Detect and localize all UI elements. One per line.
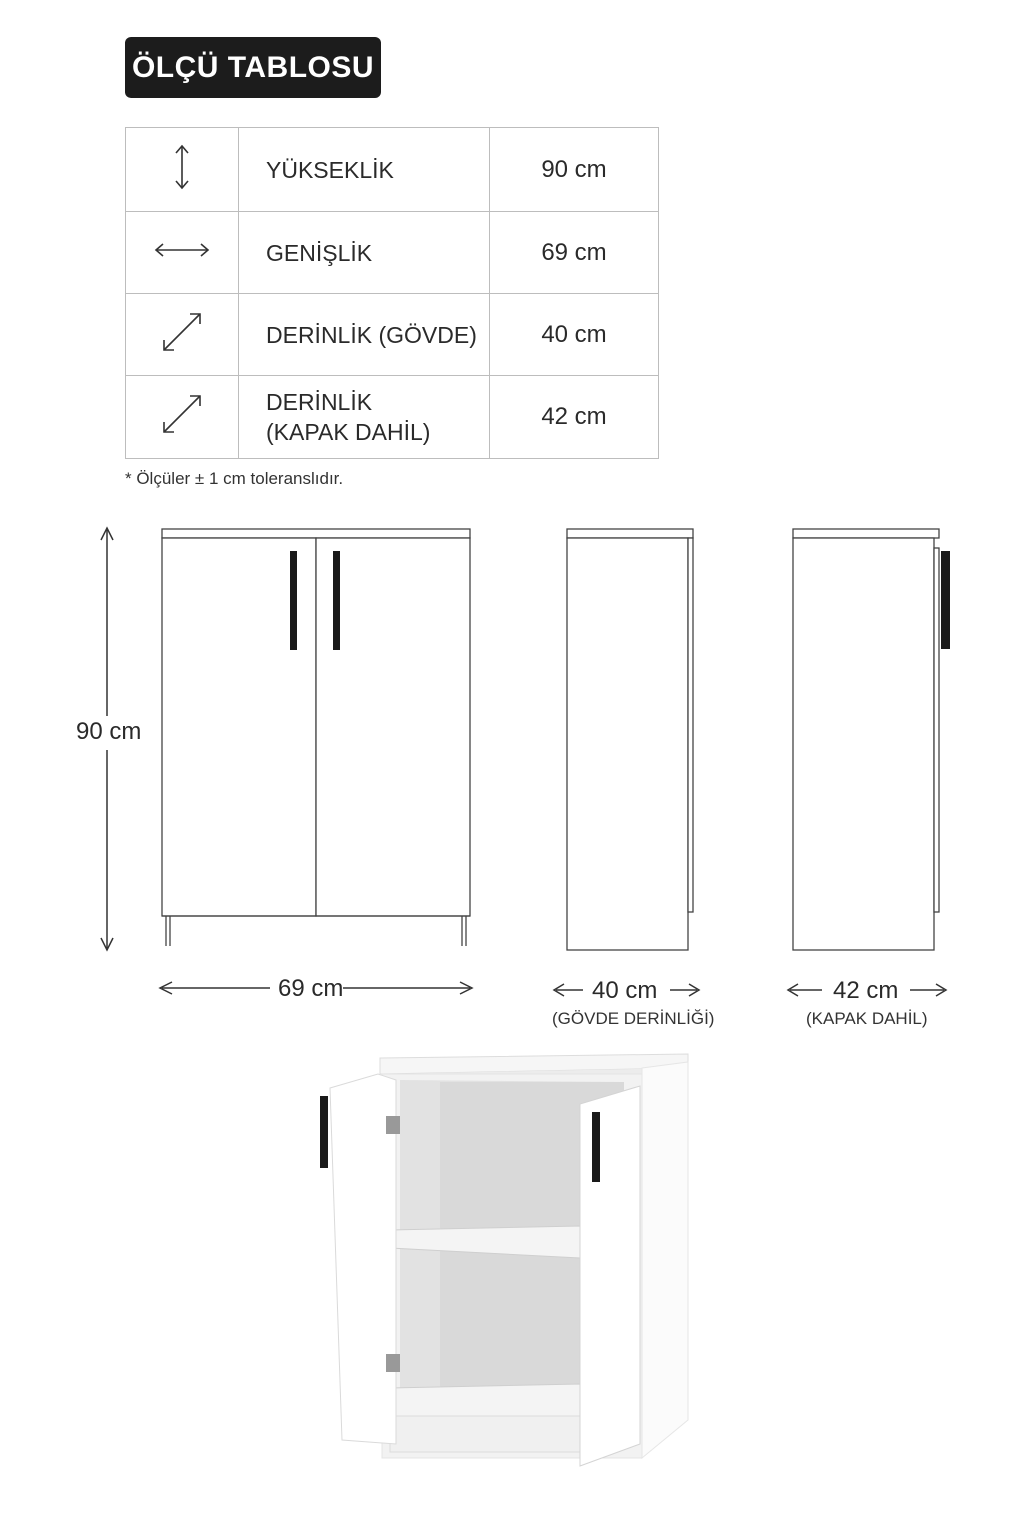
table-label-line: DERİNLİK [266,389,373,415]
door-handle-left [290,551,297,650]
side-view-body-drawing [567,529,693,950]
table-label: GENİŞLİK [239,212,490,294]
body-depth-label: 40 cm [592,977,658,1004]
door-depth-sublabel: (KAPAK DAHİL) [806,1009,928,1028]
door-handle-right [333,551,340,650]
page-title: ÖLÇÜ TABLOSU [125,37,381,98]
door-handle-side [941,551,950,649]
table-value: 42 cm [490,376,659,459]
door-depth-label: 42 cm [833,977,899,1004]
body-depth-sublabel: (GÖVDE DERİNLİĞİ) [552,1009,715,1028]
side-view-door-drawing [793,529,939,950]
cabinet-perspective-illustration [320,1054,688,1466]
table-value: 90 cm [490,128,659,212]
tolerance-note: * Ölçüler ± 1 cm toleranslıdır. [125,469,344,488]
table-label: DERİNLİK (GÖVDE) [239,294,490,376]
table-label-line: (KAPAK DAHİL) [266,419,431,445]
table-value: 40 cm [490,294,659,376]
height-label: 90 cm [76,718,142,745]
table-label: YÜKSEKLİK [239,128,490,212]
front-view-drawing [162,529,470,946]
table-value: 69 cm [490,212,659,294]
width-label: 69 cm [278,975,344,1002]
